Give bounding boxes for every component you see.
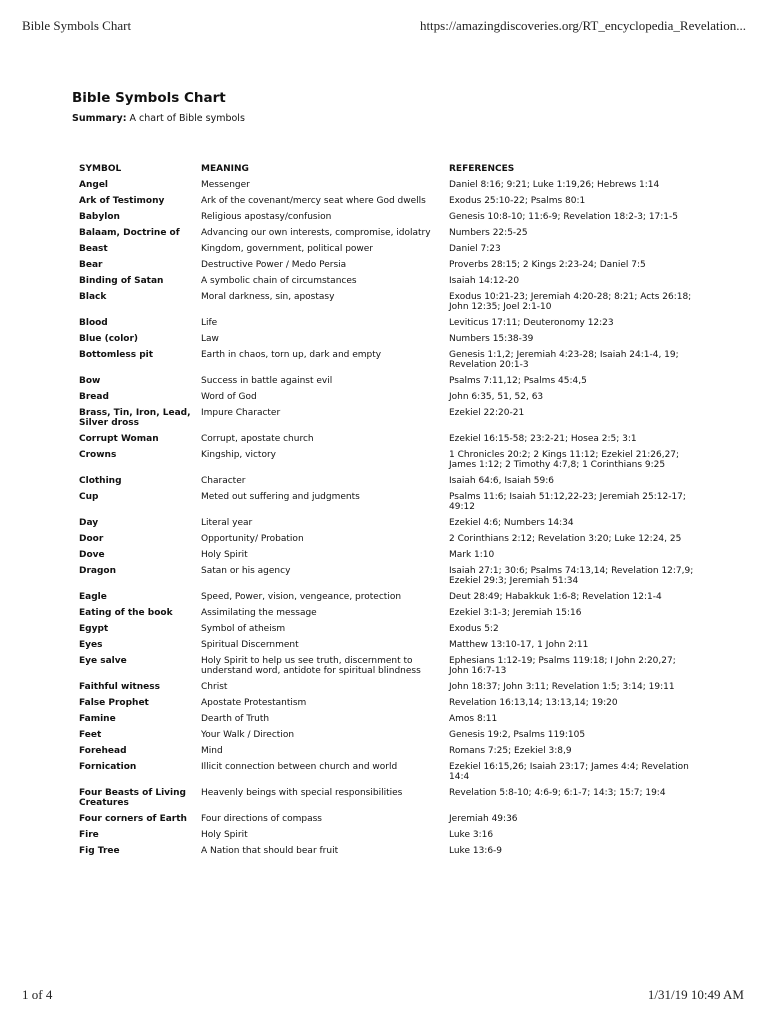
meaning-cell: Illicit connection between church and world [201, 762, 398, 772]
symbol-cell: Corrupt Woman [79, 434, 159, 444]
table-row [79, 476, 699, 492]
symbol-cell: Ark of Testimony [79, 196, 165, 206]
references-cell: Leviticus 17:11; Deuteronomy 12:23 [449, 318, 614, 328]
references-cell: Romans 7:25; Ezekiel 3:8,9 [449, 746, 572, 756]
symbol-cell: Four Beasts of Living Creatures [79, 788, 186, 808]
meaning-cell: A Nation that should bear fruit [201, 846, 339, 856]
meaning-cell: Spiritual Discernment [201, 640, 299, 650]
table-row [79, 334, 699, 350]
references-cell: 2 Corinthians 2:12; Revelation 3:20; Luke 12:24, 25 [449, 534, 682, 544]
symbol-cell: Eye salve [79, 656, 127, 666]
references-cell: Luke 13:6-9 [449, 846, 503, 856]
symbol-cell: Famine [79, 714, 116, 724]
references-cell: Isaiah 64:6, Isaiah 59:6 [449, 476, 555, 486]
table-row [79, 762, 699, 788]
references-cell: Exodus 10:21-23; Jeremiah 4:20-28; 8:21; Acts 26:18; John 12:35; Joel 2:1-10 [449, 292, 692, 312]
symbol-cell: Fire [79, 830, 99, 840]
references-cell: Luke 3:16 [449, 830, 494, 840]
table-row [79, 608, 699, 624]
references-cell: Ephesians 1:12-19; Psalms 119:18; I John 2:20,27; John 16:7-13 [449, 656, 676, 676]
meaning-cell: Destructive Power / Medo Persia [201, 260, 347, 270]
meaning-cell: A symbolic chain of circumstances [201, 276, 357, 286]
table-row [79, 534, 699, 550]
references-cell: Ezekiel 16:15-58; 23:2-21; Hosea 2:5; 3:1 [449, 434, 637, 444]
symbol-cell: Day [79, 518, 99, 528]
header-meaning: MEANING [201, 164, 249, 174]
table-row [79, 392, 699, 408]
references-cell: Numbers 15:38-39 [449, 334, 534, 344]
meaning-cell: Christ [201, 682, 228, 692]
meaning-cell: Life [201, 318, 218, 328]
print-datetime: 1/31/19 10:49 AM [647, 987, 744, 1002]
meaning-cell: Impure Character [201, 408, 281, 418]
table-row [79, 350, 699, 376]
meaning-cell: Heavenly beings with special responsibilities [201, 788, 403, 798]
meaning-cell: Symbol of atheism [201, 624, 286, 634]
references-cell: Revelation 5:8-10; 4:6-9; 6:1-7; 14:3; 15:7; 19:4 [449, 788, 666, 798]
page-number: 1 of 4 [22, 987, 53, 1002]
meaning-cell: Four directions of compass [201, 814, 322, 824]
symbol-cell: Clothing [79, 476, 122, 486]
summary-text: A chart of Bible symbols [129, 113, 245, 124]
symbols-table [79, 164, 699, 862]
meaning-cell: Mind [201, 746, 223, 756]
references-cell: Mark 1:10 [449, 550, 495, 560]
symbol-cell: Blue (color) [79, 334, 139, 344]
symbol-cell: Cup [79, 492, 99, 502]
symbol-cell: Balaam, Doctrine of [79, 228, 180, 238]
symbol-cell: Brass, Tin, Iron, Lead, Silver dross [79, 408, 191, 428]
meaning-cell: Character [201, 476, 246, 486]
table-row [79, 292, 699, 318]
symbol-cell: Eating of the book [79, 608, 173, 618]
references-cell: John 18:37; John 3:11; Revelation 1:5; 3:14; 19:11 [449, 682, 675, 692]
references-cell: Ezekiel 3:1-3; Jeremiah 15:16 [449, 608, 582, 618]
symbol-cell: Babylon [79, 212, 120, 222]
meaning-cell: Word of God [201, 392, 257, 402]
meaning-cell: Meted out suffering and judgments [201, 492, 360, 502]
meaning-cell: Kingship, victory [201, 450, 276, 460]
references-cell: Amos 8:11 [449, 714, 498, 724]
table-row [79, 550, 699, 566]
table-row [79, 830, 699, 846]
meaning-cell: Earth in chaos, torn up, dark and empty [201, 350, 382, 360]
references-cell: Exodus 5:2 [449, 624, 499, 634]
symbol-cell: Fig Tree [79, 846, 120, 856]
meaning-cell: Holy Spirit to help us see truth, discernment to understand word, antidote for spiritual blindness [201, 656, 421, 676]
references-cell: Exodus 25:10-22; Psalms 80:1 [449, 196, 586, 206]
print-header-url: https://amazingdiscoveries.org/RT_encyclopedia_Revelation... [419, 18, 746, 33]
table-header-row [79, 164, 699, 180]
table-row [79, 730, 699, 746]
summary [72, 113, 245, 124]
table-row [79, 492, 699, 518]
symbol-cell: Fornication [79, 762, 137, 772]
references-cell: Ezekiel 16:15,26; Isaiah 23:17; James 4:4; Revelation 14:4 [449, 762, 689, 782]
references-cell: 1 Chronicles 20:2; 2 Kings 11:12; Ezekiel 21:26,27; James 1:12; 2 Timothy 4:7,8; 1 Corinthians 9:25 [449, 450, 680, 470]
symbol-cell: Feet [79, 730, 102, 740]
meaning-cell: Religious apostasy/confusion [201, 212, 332, 222]
meaning-cell: Literal year [201, 518, 253, 528]
page-title: Bible Symbols Chart [72, 90, 226, 106]
symbol-cell: Dragon [79, 566, 117, 576]
references-cell: Numbers 22:5-25 [449, 228, 528, 238]
table-row [79, 212, 699, 228]
symbol-cell: Binding of Satan [79, 276, 164, 286]
references-cell: Revelation 16:13,14; 13:13,14; 19:20 [449, 698, 618, 708]
table-row [79, 714, 699, 730]
table-row [79, 376, 699, 392]
references-cell: Daniel 7:23 [449, 244, 501, 254]
symbol-cell: Egypt [79, 624, 109, 634]
table-row [79, 656, 699, 682]
symbol-cell: Bear [79, 260, 103, 270]
symbol-cell: Blood [79, 318, 108, 328]
references-cell: Genesis 19:2, Psalms 119:105 [449, 730, 586, 740]
meaning-cell: Success in battle against evil [201, 376, 333, 386]
references-cell: Ezekiel 4:6; Numbers 14:34 [449, 518, 574, 528]
print-header-title: Bible Symbols Chart [22, 18, 132, 33]
symbol-cell: Eyes [79, 640, 103, 650]
meaning-cell: Corrupt, apostate church [201, 434, 314, 444]
table-row [79, 228, 699, 244]
meaning-cell: Moral darkness, sin, apostasy [201, 292, 335, 302]
table-row [79, 624, 699, 640]
header-symbol: SYMBOL [79, 164, 122, 174]
symbol-cell: Faithful witness [79, 682, 160, 692]
table-row [79, 434, 699, 450]
symbol-cell: Black [79, 292, 107, 302]
meaning-cell: Satan or his agency [201, 566, 291, 576]
meaning-cell: Your Walk / Direction [201, 730, 295, 740]
table-row [79, 408, 699, 434]
meaning-cell: Apostate Protestantism [201, 698, 307, 708]
meaning-cell: Dearth of Truth [201, 714, 270, 724]
symbol-cell: Beast [79, 244, 108, 254]
references-cell: Psalms 7:11,12; Psalms 45:4,5 [449, 376, 587, 386]
table-row [79, 698, 699, 714]
symbol-cell: Bread [79, 392, 109, 402]
symbol-cell: Dove [79, 550, 105, 560]
symbol-cell: Angel [79, 180, 109, 190]
references-cell: Isaiah 14:12-20 [449, 276, 520, 286]
symbol-cell: Bottomless pit [79, 350, 154, 360]
meaning-cell: Law [201, 334, 219, 344]
references-cell: Isaiah 27:1; 30:6; Psalms 74:13,14; Revelation 12:7,9; Ezekiel 29:3; Jeremiah 51:34 [449, 566, 694, 586]
meaning-cell: Ark of the covenant/mercy seat where God dwells [201, 196, 426, 206]
references-cell: Deut 28:49; Habakkuk 1:6-8; Revelation 12:1-4 [449, 592, 662, 602]
meaning-cell: Assimilating the message [201, 608, 317, 618]
table-row [79, 814, 699, 830]
table-row [79, 846, 699, 862]
meaning-cell: Kingdom, government, political power [201, 244, 374, 254]
references-cell: Matthew 13:10-17, 1 John 2:11 [449, 640, 589, 650]
symbol-cell: Eagle [79, 592, 107, 602]
table-row [79, 746, 699, 762]
symbol-cell: Forehead [79, 746, 127, 756]
table-row [79, 318, 699, 334]
table-row [79, 518, 699, 534]
symbol-cell: Four corners of Earth [79, 814, 187, 824]
references-cell: Daniel 8:16; 9:21; Luke 1:19,26; Hebrews 1:14 [449, 180, 660, 190]
table-row [79, 244, 699, 260]
symbol-cell: Door [79, 534, 104, 544]
table-row [79, 682, 699, 698]
references-cell: John 6:35, 51, 52, 63 [449, 392, 544, 402]
table-row [79, 260, 699, 276]
meaning-cell: Holy Spirit [201, 550, 248, 560]
references-cell: Jeremiah 49:36 [449, 814, 518, 824]
references-cell: Genesis 1:1,2; Jeremiah 4:23-28; Isaiah 24:1-4, 19; Revelation 20:1-3 [449, 350, 679, 370]
symbol-cell: False Prophet [79, 698, 149, 708]
meaning-cell: Holy Spirit [201, 830, 248, 840]
table-row [79, 788, 699, 814]
meaning-cell: Messenger [201, 180, 250, 190]
references-cell: Genesis 10:8-10; 11:6-9; Revelation 18:2-3; 17:1-5 [449, 212, 678, 222]
meaning-cell: Speed, Power, vision, vengeance, protection [201, 592, 402, 602]
symbol-cell: Crowns [79, 450, 117, 460]
table-row [79, 450, 699, 476]
summary-label: Summary: [72, 113, 127, 124]
meaning-cell: Advancing our own interests, compromise, idolatry [201, 228, 431, 238]
table-row [79, 592, 699, 608]
header-references: REFERENCES [449, 164, 515, 174]
symbol-cell: Bow [79, 376, 101, 386]
table-row [79, 640, 699, 656]
references-cell: Ezekiel 22:20-21 [449, 408, 525, 418]
table-row [79, 196, 699, 212]
table-row [79, 180, 699, 196]
references-cell: Proverbs 28:15; 2 Kings 2:23-24; Daniel 7:5 [449, 260, 646, 270]
table-row [79, 566, 699, 592]
table-row [79, 276, 699, 292]
meaning-cell: Opportunity/ Probation [201, 534, 304, 544]
references-cell: Psalms 11:6; Isaiah 51:12,22-23; Jeremiah 25:12-17; 49:12 [449, 492, 686, 512]
